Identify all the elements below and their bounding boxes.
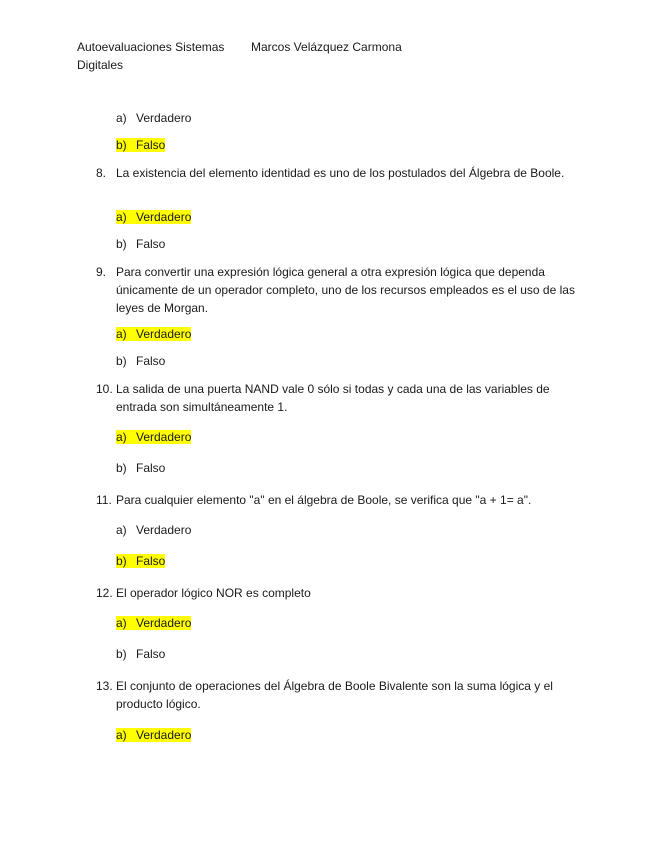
question-8: 8. La existencia del elemento identidad es uno de los postulados del Álgebra de Boole. bbox=[96, 166, 565, 180]
question-11: 11. Para cualquier elemento "a" en el álgebra de Boole, se verifica que "a + 1= a". bbox=[96, 493, 532, 507]
option-9-a: a) Verdadero bbox=[116, 327, 192, 341]
option-8-b: b) Falso bbox=[116, 237, 166, 251]
question-9: 9. Para convertir una expresión lógica general a otra expresión lógica que dependa únicamente de un operador completo, uno de los recursos empleados es el uso de las leyes de Morgan. bbox=[96, 265, 575, 315]
option-12-b: b) Falso bbox=[116, 647, 166, 661]
question-12: 12. El operador lógico NOR es completo bbox=[96, 586, 311, 600]
question-10: 10. La salida de una puerta NAND vale 0 sólo si todas y cada una de las variables de entrada son simultáneamente 1. bbox=[96, 382, 550, 414]
question-13: 13. El conjunto de operaciones del Álgebra de Boole Bivalente son la suma lógica y el producto lógico. bbox=[96, 679, 553, 711]
author-name: Marcos Velázquez Carmona bbox=[251, 40, 402, 54]
option-13-a: a) Verdadero bbox=[116, 728, 192, 742]
option-11-b: b) Falso bbox=[116, 554, 166, 568]
page-header bbox=[77, 38, 402, 74]
option-12-a: a) Verdadero bbox=[116, 616, 192, 630]
option-prev-a: a) Verdadero bbox=[116, 111, 192, 125]
option-10-a: a) Verdadero bbox=[116, 430, 192, 444]
course-title: Autoevaluaciones Sistemas bbox=[77, 40, 225, 54]
option-8-a: a) Verdadero bbox=[116, 210, 192, 224]
option-11-a: a) Verdadero bbox=[116, 523, 192, 537]
option-9-b: b) Falso bbox=[116, 354, 166, 368]
option-10-b: b) Falso bbox=[116, 461, 166, 475]
course-title-cont: Digitales bbox=[77, 58, 124, 72]
option-prev-b: b) Falso bbox=[116, 138, 166, 152]
